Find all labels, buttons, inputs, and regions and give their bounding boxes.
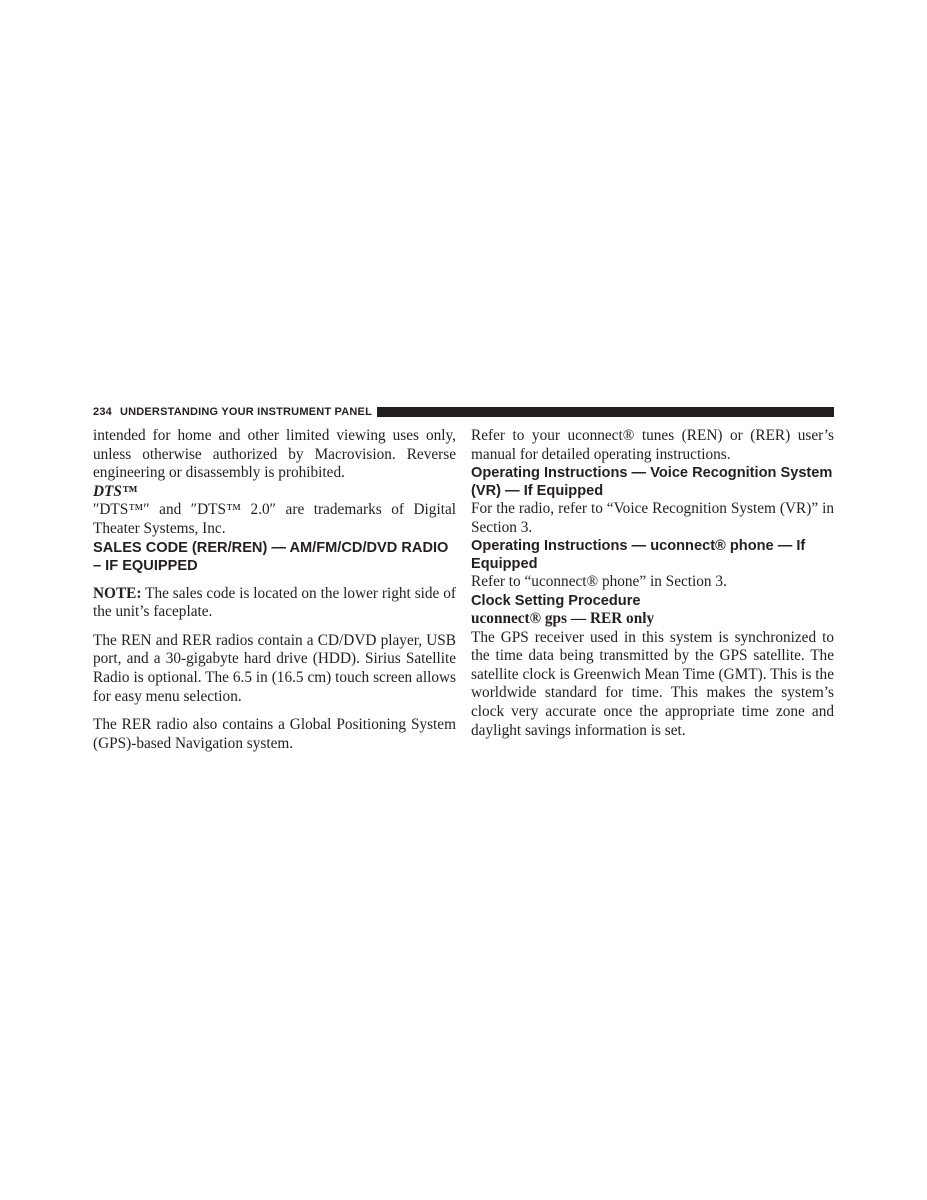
left-column	[93, 427, 456, 753]
paragraph-dts: ″DTS™″ and ″DTS™ 2.0″ are trademarks of Digital Theater Systems, Inc.	[93, 501, 456, 537]
section-title: UNDERSTANDING YOUR INSTRUMENT PANEL	[119, 406, 373, 418]
header-rule	[377, 407, 834, 417]
note-paragraph	[93, 585, 456, 622]
paragraph-gps-navigation: The RER radio also contains a Global Positioning System (GPS)-based Navigation system.	[93, 716, 456, 752]
sales-code-heading: SALES CODE (RER/REN) — AM/FM/CD/DVD RADIO – IF EQUIPPED	[93, 539, 449, 574]
right-column	[471, 427, 834, 740]
paragraph-phone: Refer to “uconnect® phone” in Section 3.	[471, 573, 727, 591]
dts-heading: DTS™	[93, 482, 138, 500]
note-label: NOTE:	[93, 584, 142, 602]
page-header	[93, 405, 834, 419]
clock-heading: Clock Setting Procedure	[471, 592, 641, 609]
paragraph-ren-rer: The REN and RER radios contain a CD/DVD player, USB port, and a 30-gigabyte hard drive (HDD). Sirius Satellite Radio is optional. The 6.5 in (16.5 cm) touch screen allows for easy menu selection.	[93, 631, 456, 705]
paragraph-user-manual: Refer to your uconnect® tunes (REN) or (RER) user’s manual for detailed operating instructions.	[471, 427, 834, 463]
vr-heading: Operating Instructions — Voice Recognition System (VR) — If Equipped	[471, 465, 833, 500]
paragraph-gps-clock: The GPS receiver used in this system is synchronized to the time data being transmitted by the GPS satellite. The satellite clock is Greenwich Mean Time (GMT). This is the worldwide standard for time. This makes the system’s clock very accurate once the appropriate time zone and daylight savings information is set.	[471, 628, 834, 739]
paragraph-macrovision: intended for home and other limited viewing uses only, unless otherwise authorized by Macrovision. Reverse engineering or disassembly is prohibited.	[93, 427, 456, 482]
gps-subheading: uconnect® gps — RER only	[471, 609, 655, 627]
phone-heading: Operating Instructions — uconnect® phone — If Equipped	[471, 538, 806, 573]
page-number: 234	[93, 406, 112, 418]
note-text: The sales code is located on the lower right side of the unit’s faceplate.	[93, 584, 456, 621]
paragraph-vr: For the radio, refer to “Voice Recognition System (VR)” in Section 3.	[471, 500, 834, 536]
